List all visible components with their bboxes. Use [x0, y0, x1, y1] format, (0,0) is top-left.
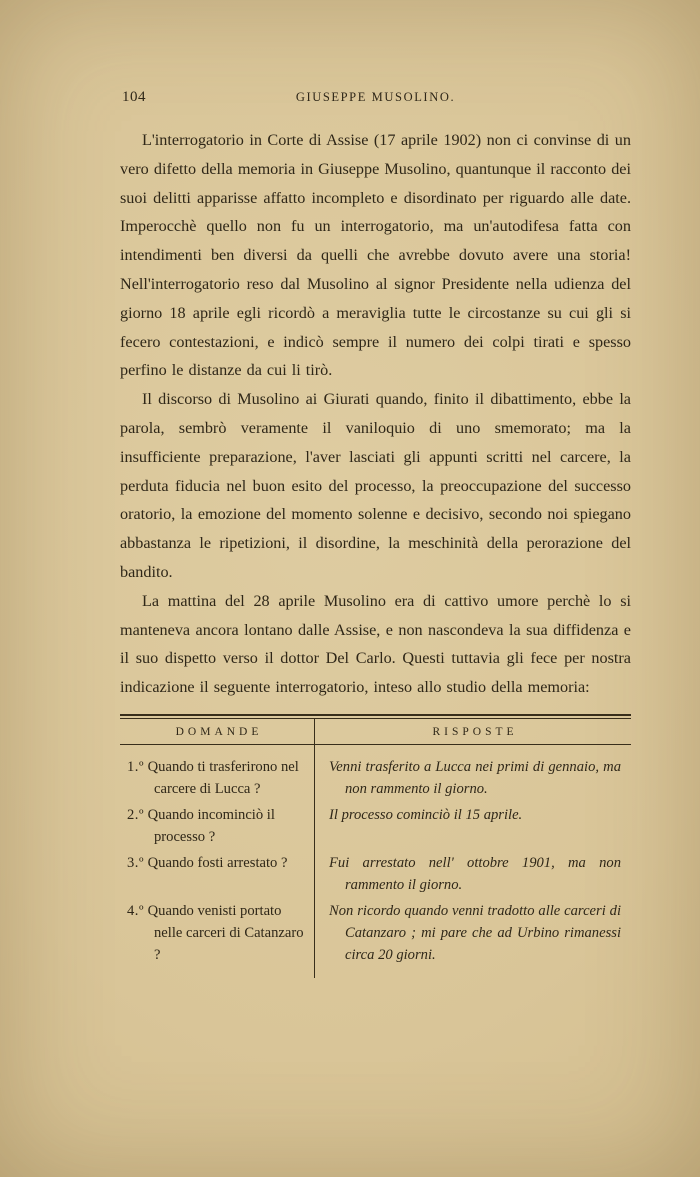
page-header [120, 88, 631, 126]
question-row-2 [120, 802, 314, 850]
question-number-2: 2.º [127, 806, 144, 823]
body-text [120, 126, 631, 702]
question-number-3: 3.º [127, 854, 144, 871]
answer-row-1: Venni trasferito a Lucca nei primi di gennaio, ma non rammento il giorno. [314, 745, 631, 802]
qa-table-grid [120, 718, 631, 978]
question-number-4: 4.º [127, 902, 144, 919]
table-header-risposte: RISPOSTE [314, 719, 631, 745]
paragraph-1: L'interrogatorio in Corte di Assise (17 aprile 1902) non ci convinse di un vero difetto della memoria in Giuseppe Musolino, quantunque il racconto dei suoi delitti apparisse affatto incompleto e disordinato per riguardo alle date. Imperocchè quello non fu un interrogatorio, ma un'autodifesa fatta con intendimenti ben diversi da quelli che avrebbe dovuto avere una storia! Nell'interrogatorio reso dal Musolino al signor Presidente nella udienza del giorno 18 aprile egli ricordò a meraviglia tutte le circostanze su cui gli si fecero contestazioni, e indicò sempre il numero dei colpi tirati e spesso perfino le distanze da cui li tirò. [120, 131, 631, 380]
text-block [120, 88, 631, 978]
qa-table [120, 714, 631, 978]
question-text-2: Quando incominciò il processo ? [147, 806, 275, 845]
question-number-1: 1.º [127, 758, 144, 775]
question-row-1 [120, 745, 314, 802]
question-row-4 [120, 898, 314, 978]
running-title: GIUSEPPE MUSOLINO. [295, 90, 456, 104]
page-number: 104 [122, 89, 146, 105]
table-header-domande: DOMANDE [120, 719, 314, 745]
question-row-3 [120, 850, 314, 898]
answer-row-3: Fui arrestato nell' ottobre 1901, ma non rammento il giorno. [314, 850, 631, 898]
question-text-1: Quando ti trasferirono nel carcere di Lucca ? [147, 758, 299, 797]
question-text-4: Quando venisti portato nelle carceri di Catanzaro ? [147, 902, 304, 963]
paragraph-3: La mattina del 28 aprile Musolino era di cattivo umore perchè lo si manteneva ancora lontano dalle Assise, e non nascondeva la sua diffidenza e il suo dispetto verso il dottor Del Carlo. Questi tuttavia gli fece per nostra indicazione il seguente interrogatorio, inteso allo studio della memoria: [120, 591, 631, 697]
answer-row-2: Il processo cominciò il 15 aprile. [314, 802, 631, 850]
answer-row-4: Non ricordo quando venni tradotto alle carceri di Catanzaro ; mi pare che ad Urbino rimanessi circa 20 giorni. [314, 898, 631, 978]
question-text-3: Quando fosti arrestato ? [147, 854, 288, 871]
paragraph-2: Il discorso di Musolino ai Giurati quando, finito il dibattimento, ebbe la parola, sembrò veramente il vaniloquio di uno smemorato; ma la insufficiente preparazione, l'aver lasciati gli appunti scritti nel carcere, la perduta fiducia nel buon esito del processo, la preoccupazione del successo oratorio, la emozione del momento solenne e decisivo, secondo noi spiegano abbastanza le ripetizioni, il disordine, la meschinità della perorazione del bandito. [120, 390, 631, 581]
